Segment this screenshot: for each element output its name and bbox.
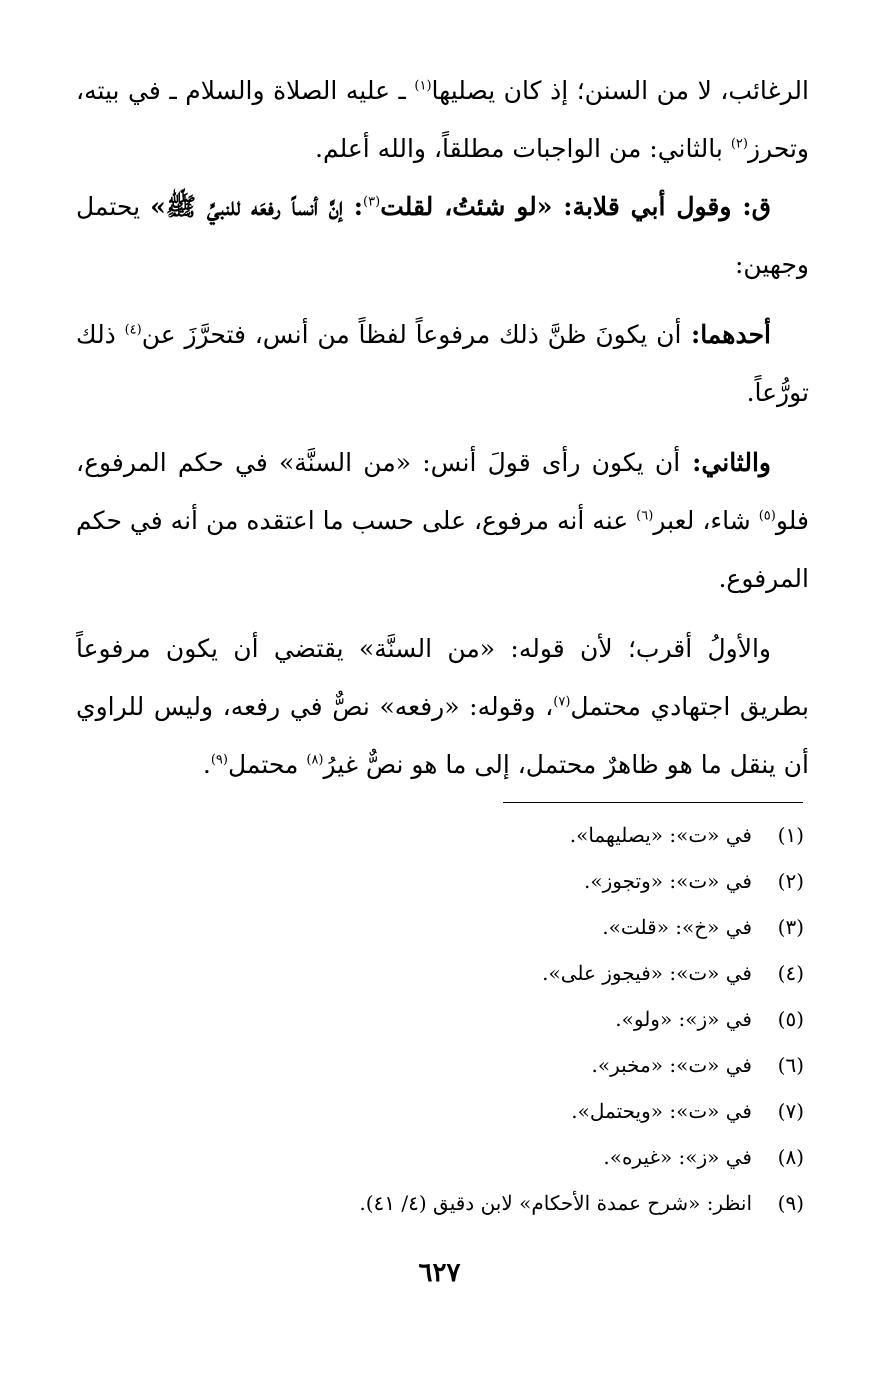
paragraph-1 [76,62,809,178]
paragraph-5-text-a: والأولُ أقرب؛ لأن قوله: «من السنَّة» يقتضي أن يكون مرفوعاً بطريق اجتهادي محتمل [76,634,809,721]
paragraph-2-quote: «لو شئتُ، لقلت [380,192,553,221]
footnote-divider [503,802,803,803]
footnote-text: في «ت»: «فيجوز على». [542,961,752,985]
footnote-text: في «ز»: «غيره». [603,1145,752,1169]
paragraph-4-heading: والثاني: [680,448,771,477]
footnote-ref-1[interactable]: (١) [414,78,432,94]
paragraph-4-text-c: شاء، لعبر [653,506,759,535]
footnote-ref-4[interactable]: (٤) [124,322,142,338]
footnote-item [76,1134,804,1180]
paragraph-1-text-a: الرغائب، لا من السنن؛ إذ كان يصليها [431,76,809,105]
footnote-number: (٥) [777,1007,804,1031]
footnote-item [76,858,804,904]
paragraph-2 [76,178,809,294]
footnote-item [76,904,804,950]
footnote-item [76,1042,804,1088]
footnote-text: في «ز»: «ولو». [615,1007,752,1031]
footnote-item [76,1180,804,1226]
footnote-ref-3[interactable]: (٣) [363,194,381,210]
paragraph-3 [76,306,809,422]
paragraph-3-text-c: ذلك تورُّعاً. [76,320,809,407]
footnote-ref-7[interactable]: (٧) [553,694,571,710]
paragraph-5-text-d: . [202,750,211,779]
paragraph-1-text-c: بالثاني: من الواجبات مطلقاً، والله أعلم. [315,134,731,163]
paragraph-2-text-a: ق: وقول أبي قلابة: [552,192,771,221]
footnote-number: (٣) [777,915,804,939]
main-text [76,62,809,794]
footnote-ref-2[interactable]: (٢) [730,136,748,152]
footnote-ref-5[interactable]: (٥) [758,508,776,524]
paragraph-2-text-d: يحتمل وجهين: [76,192,809,279]
paragraph-4 [76,434,809,608]
footnote-ref-9[interactable]: (٩) [210,752,228,768]
footnote-text: في «خ»: «قلت». [602,915,752,939]
footnote-text: في «ت»: «وتجوز». [584,869,752,893]
page-number: ٦٢٧ [418,1258,461,1288]
footnote-ref-6[interactable]: (٦) [636,508,654,524]
paragraph-2-quote-end: : إنَّ أنساً رفعَه للنبيِّ ﷺ» [150,192,364,221]
footnotes-list [76,812,804,1226]
footnote-text: في «ت»: «يصليهما». [569,823,752,847]
footnote-number: (٦) [777,1053,804,1077]
footnote-ref-8[interactable]: (٨) [306,752,324,768]
paragraph-4-text-d: عنه أنه مرفوع، على حسب ما اعتقده من أنه في حكم المرفوع. [76,506,809,593]
footnote-number: (٧) [777,1099,804,1123]
paragraph-5 [76,620,809,794]
footnote-number: (٨) [777,1145,804,1169]
footnote-text: في «ت»: «مخبر». [591,1053,752,1077]
footnote-number: (٤) [777,961,804,985]
paragraph-5-text-b: ، وقوله: «رفعه» نصٌّ في رفعه، وليس للراوي أن ينقل ما هو ظاهرٌ محتمل، إلى ما هو نصٌّ غيرُ [76,692,809,779]
footnote-text: انظر: «شرح عمدة الأحكام» لابن دقيق (٤/ ٤١). [359,1191,752,1215]
paragraph-4-text-b: أن يكون رأى قولَ أنس: «من السنَّة» في حكم المرفوع، فلو [76,448,809,535]
footnote-number: (١) [777,823,804,847]
footnote-number: (٩) [777,1191,804,1215]
paragraph-5-text-c: محتمل [227,750,307,779]
footnote-item [76,950,804,996]
paragraph-1-text-b: ـ عليه الصلاة والسلام ـ في بيته، وتحرز [76,76,809,163]
footnote-text: في «ت»: «ويحتمل». [571,1099,752,1123]
footnote-item [76,996,804,1042]
footnote-item [76,1088,804,1134]
footnote-item [76,812,804,858]
footnote-number: (٢) [777,869,804,893]
paragraph-3-heading: أحدهما: [681,320,771,349]
paragraph-3-text-b: أن يكونَ ظنَّ ذلك مرفوعاً لفظاً من أنس، فتحرَّزَ عن [141,320,682,349]
